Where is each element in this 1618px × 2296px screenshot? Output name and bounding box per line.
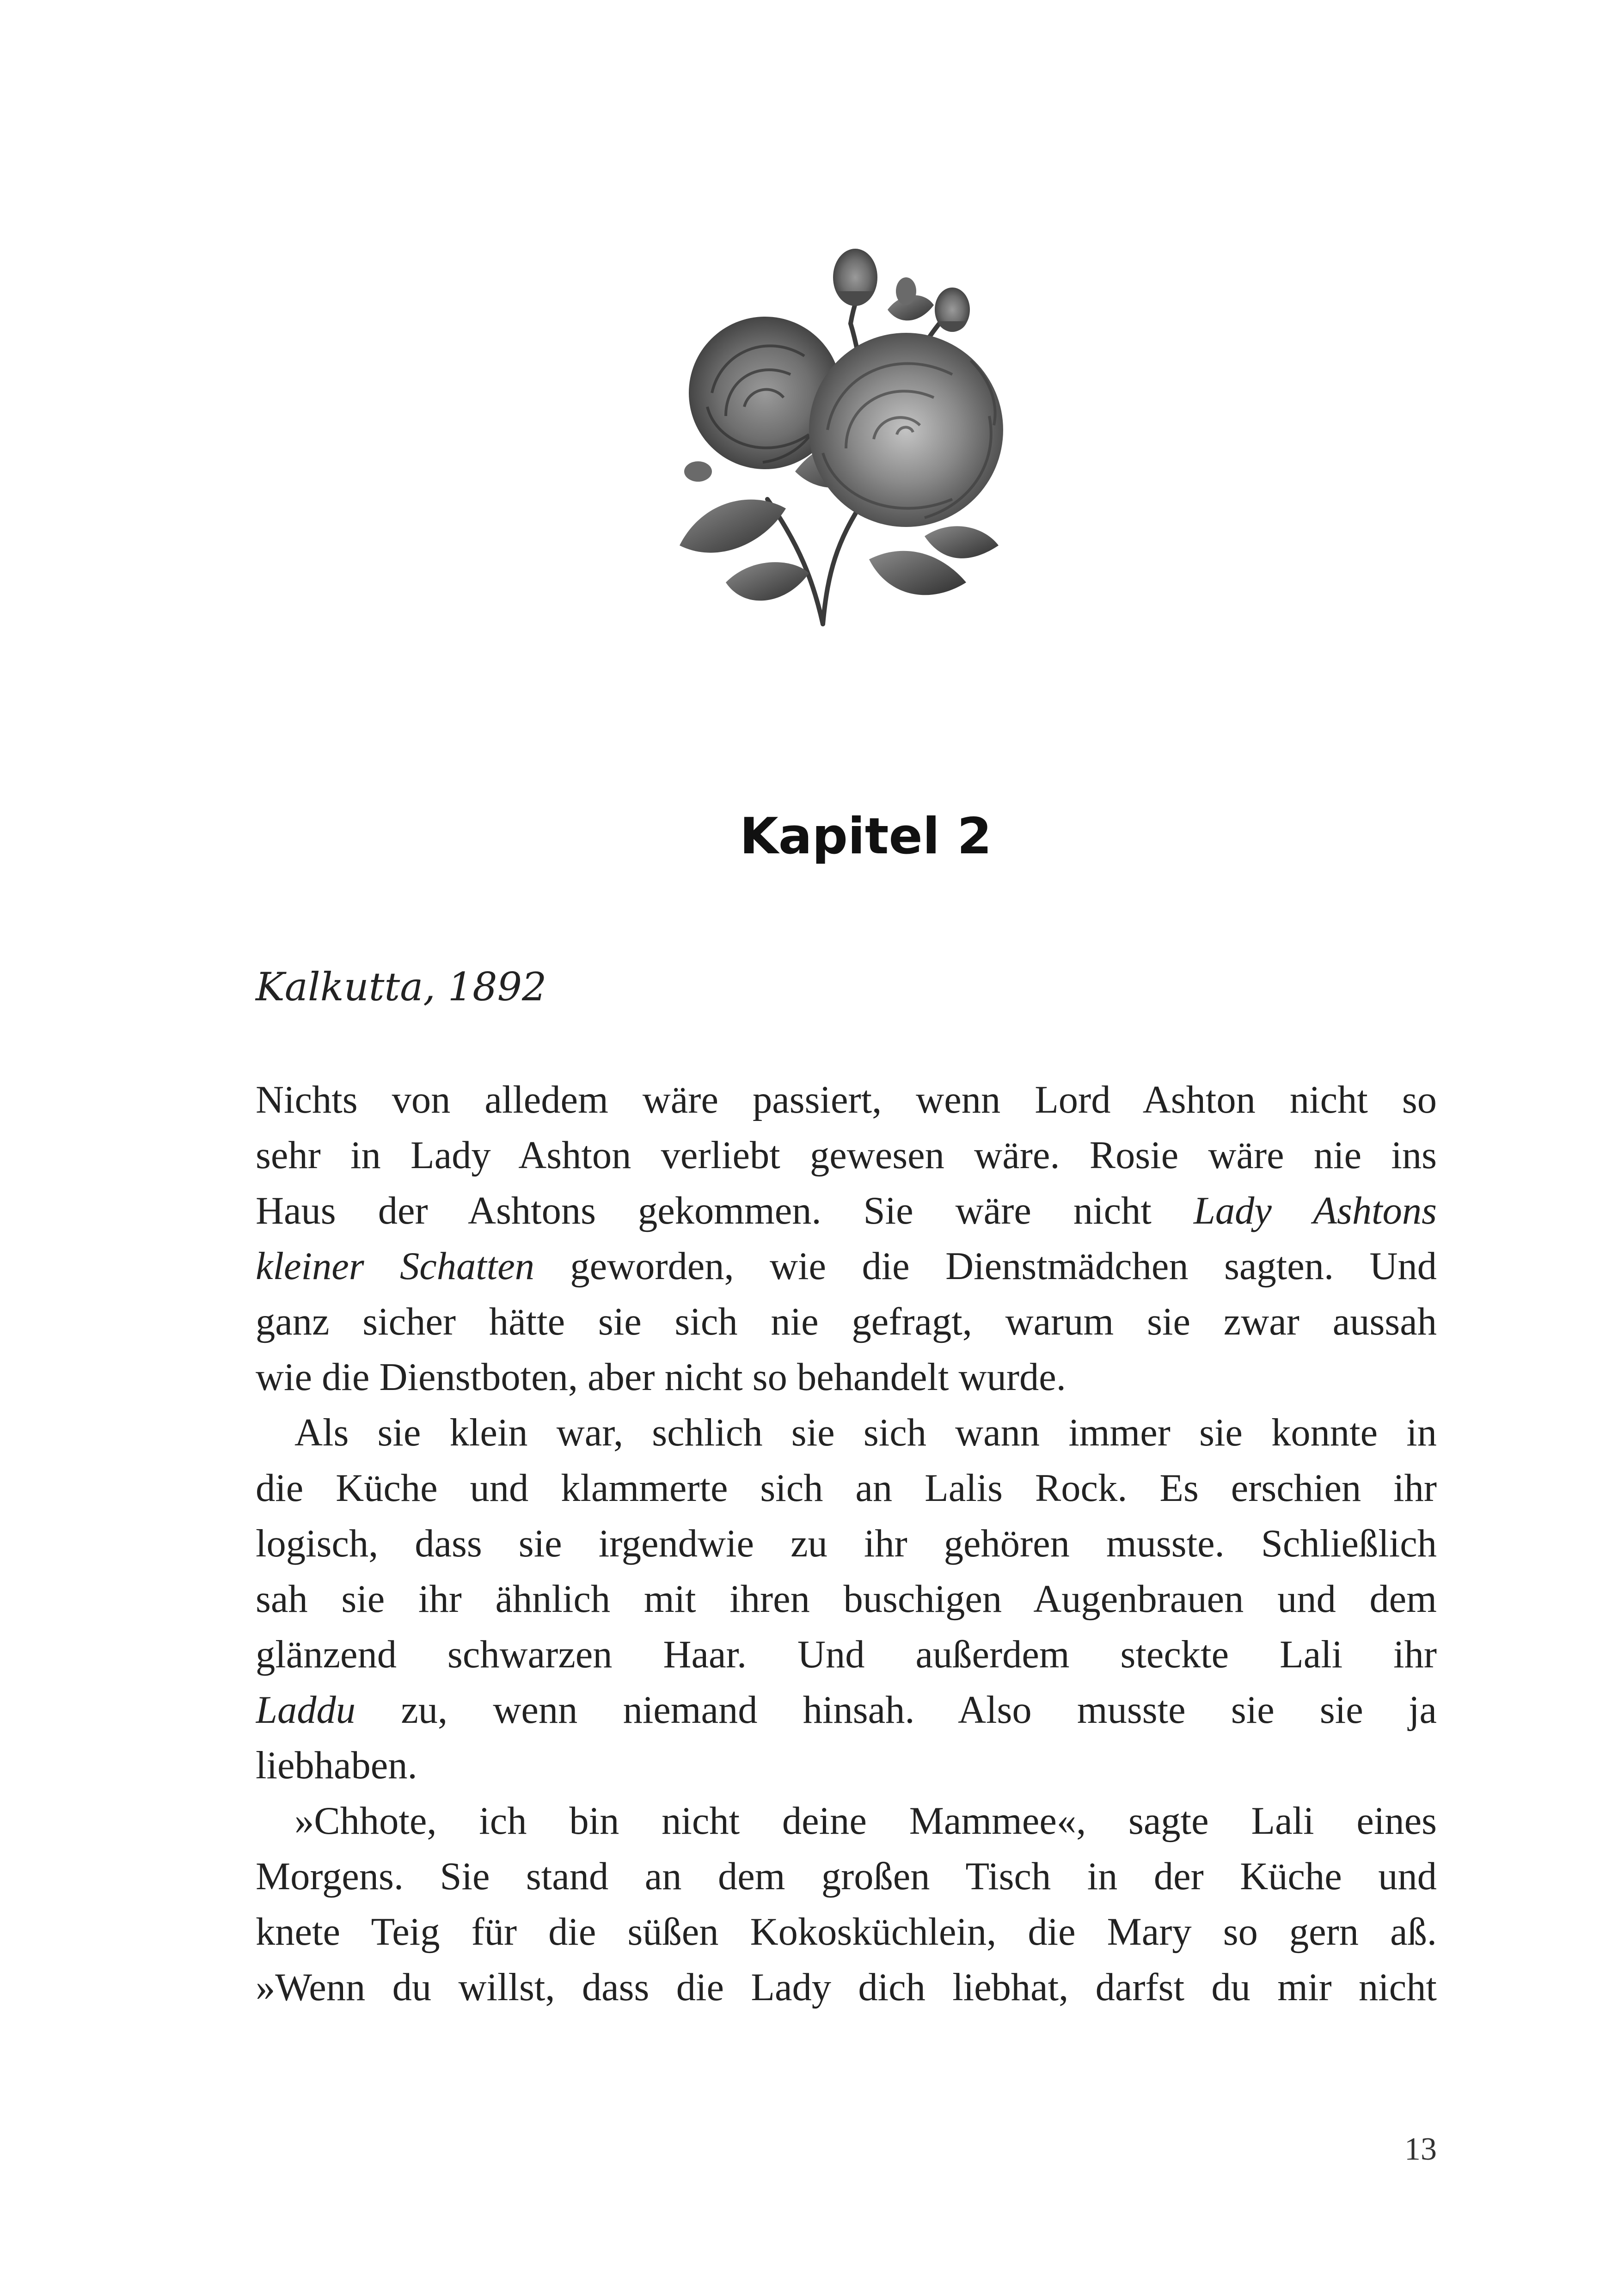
text-line: Laddu zu, wenn niemand hinsah. Also musste sie sie ja: [256, 1689, 1437, 1732]
text-line: »Chhote, ich bin nicht deine Mammee«, sagte Lali eines: [294, 1800, 1437, 1843]
text-line: Als sie klein war, schlich sie sich wann immer sie konnte in: [294, 1411, 1437, 1454]
chapter-title: Kapitel 2: [740, 808, 992, 865]
page-number: 13: [1404, 2131, 1437, 2167]
body-text: [256, 1072, 1437, 2015]
rose-bouquet-icon: [647, 240, 1054, 643]
text-line: kleiner Schatten geworden, wie die Dienstmädchen sagten. Und: [256, 1245, 1437, 1288]
text-line: sehr in Lady Ashton verliebt gewesen wäre. Rosie wäre nie ins: [256, 1134, 1437, 1177]
place-date-heading: Kalkutta, 1892: [256, 964, 547, 1010]
text-line: ganz sicher hätte sie sich nie gefragt, warum sie zwar aussah: [256, 1300, 1437, 1343]
text-line: »Wenn du willst, dass die Lady dich liebhat, darfst du mir nicht: [256, 1966, 1437, 2009]
text-line: liebhaben.: [256, 1744, 417, 1787]
text-line: Haus der Ashtons gekommen. Sie wäre nicht Lady Ashtons: [256, 1189, 1437, 1232]
text-line: glänzend schwarzen Haar. Und außerdem steckte Lali ihr: [256, 1633, 1437, 1676]
text-line: sah sie ihr ähnlich mit ihren buschigen Augenbrauen und dem: [256, 1578, 1437, 1621]
text-line: logisch, dass sie irgendwie zu ihr gehören musste. Schließlich: [256, 1522, 1437, 1565]
text-line: wie die Dienstboten, aber nicht so behandelt wurde.: [256, 1356, 1066, 1399]
text-line: Nichts von alledem wäre passiert, wenn Lord Ashton nicht so: [256, 1078, 1437, 1121]
text-line: Morgens. Sie stand an dem großen Tisch in der Küche und: [256, 1855, 1437, 1898]
text-line: knete Teig für die süßen Kokosküchlein, die Mary so gern aß.: [256, 1910, 1437, 1953]
text-line: die Küche und klammerte sich an Lalis Rock. Es erschien ihr: [256, 1467, 1437, 1510]
